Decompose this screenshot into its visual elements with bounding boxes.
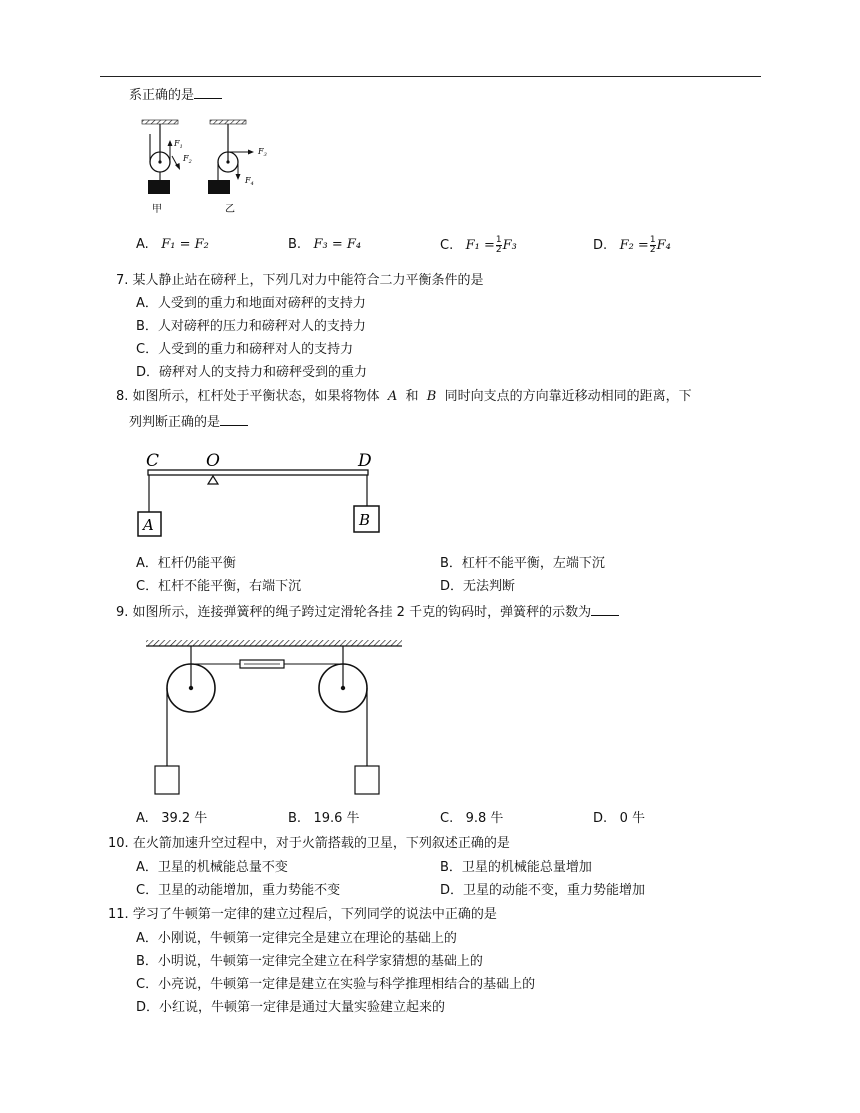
q8-option-c: C．杠杆不能平衡，右端下沉 bbox=[136, 579, 302, 594]
q10-option-c: C．卫星的动能增加，重力势能不变 bbox=[136, 883, 341, 898]
label-f2: $F_2$ bbox=[183, 154, 192, 165]
ceiling bbox=[146, 640, 402, 646]
q6-pulley-figure bbox=[138, 114, 273, 218]
q8-option-b: B．杠杆不能平衡，左端下沉 bbox=[440, 556, 605, 571]
q8-stem-line2: 列判断正确的是 bbox=[129, 413, 248, 432]
q7-stem: 7. 某人静止站在磅秤上，下列几对力中能符合二力平衡条件的是 bbox=[116, 273, 484, 288]
q9-stem: 9. 如图所示，连接弹簧秤的绳子跨过定滑轮各挂 2 千克的钩码时，弹簧秤的示数为 bbox=[116, 603, 619, 622]
fraction: $\frac{1}{2}$ bbox=[649, 235, 656, 255]
weight-yi bbox=[208, 180, 230, 194]
q6-option-d: D. F₂ = $\frac{1}{2}$ F₄ bbox=[593, 235, 671, 255]
weight-right bbox=[355, 766, 379, 794]
ceiling-jia bbox=[142, 120, 178, 124]
label-c: C bbox=[146, 451, 160, 471]
q6-option-a: A. F₁ = F₂ bbox=[136, 237, 209, 252]
q9-option-d: D. 0 牛 bbox=[593, 811, 645, 826]
answer-blank bbox=[194, 86, 222, 99]
weight-left bbox=[155, 766, 179, 794]
q8-stem-line1: 8. 如图所示，杠杆处于平衡状态，如果将物体 A 和 B 同时向支点的方向靠近移动相同的距离，下 bbox=[116, 389, 692, 404]
q10-stem: 10. 在火箭加速升空过程中，对于火箭搭载的卫星，下列叙述正确的是 bbox=[108, 836, 510, 851]
answer-blank bbox=[220, 413, 248, 426]
fulcrum bbox=[208, 476, 218, 484]
q8-option-a: A．杠杆仍能平衡 bbox=[136, 556, 236, 571]
fraction: $\frac{1}{2}$ bbox=[495, 235, 502, 255]
q11-option-d: D．小红说，牛顿第一定律是通过大量实验建立起来的 bbox=[136, 1000, 446, 1015]
q6-option-b: B. F₃ = F₄ bbox=[288, 237, 362, 252]
q9-option-b: B. 19.6 牛 bbox=[288, 811, 360, 826]
ceiling-yi bbox=[210, 120, 246, 124]
label-yi: 乙 bbox=[225, 204, 235, 215]
label-o: O bbox=[206, 451, 220, 471]
q11-option-a: A．小刚说，牛顿第一定律完全是建立在理论的基础上的 bbox=[136, 931, 457, 946]
lever-bar bbox=[148, 470, 368, 475]
q9-option-c: C. 9.8 牛 bbox=[440, 811, 504, 826]
q11-stem: 11. 学习了牛顿第一定律的建立过程后，下列同学的说法中正确的是 bbox=[108, 907, 497, 922]
q7-option-a: A．人受到的重力和地面对磅秤的支持力 bbox=[136, 296, 366, 311]
label-f3: $F_3$ bbox=[258, 147, 267, 158]
q8-lever-figure bbox=[136, 446, 390, 542]
q10-option-b: B．卫星的机械能总量增加 bbox=[440, 860, 592, 875]
q6-stem-tail: 系正确的是 bbox=[129, 86, 222, 105]
q9-option-a: A. 39.2 牛 bbox=[136, 811, 208, 826]
answer-blank bbox=[591, 603, 619, 616]
q6-option-c: C. F₁ = $\frac{1}{2}$ F₃ bbox=[440, 235, 517, 255]
label-f4: $F_4$ bbox=[245, 176, 254, 187]
weight-jia bbox=[148, 180, 170, 194]
label-jia: 甲 bbox=[152, 204, 162, 215]
label-b: B bbox=[359, 511, 371, 529]
q10-option-a: A．卫星的机械能总量不变 bbox=[136, 860, 288, 875]
q9-pulley-figure bbox=[140, 636, 406, 800]
label-f1: $F_1$ bbox=[174, 139, 183, 150]
q7-option-d: D．磅秤对人的支持力和磅秤受到的重力 bbox=[136, 365, 368, 380]
q7-option-b: B．人对磅秤的压力和磅秤对人的支持力 bbox=[136, 319, 366, 334]
q10-option-d: D．卫星的动能不变，重力势能增加 bbox=[440, 883, 646, 898]
label-d: D bbox=[358, 451, 372, 471]
header-rule bbox=[100, 76, 761, 77]
q7-option-c: C．人受到的重力和磅秤对人的支持力 bbox=[136, 342, 354, 357]
label-a: A bbox=[143, 516, 154, 534]
q8-option-d: D．无法判断 bbox=[440, 579, 516, 594]
q11-option-c: C．小亮说，牛顿第一定律是建立在实验与科学推理相结合的基础上的 bbox=[136, 977, 536, 992]
q11-option-b: B．小明说，牛顿第一定律完全建立在科学家猜想的基础上的 bbox=[136, 954, 483, 969]
